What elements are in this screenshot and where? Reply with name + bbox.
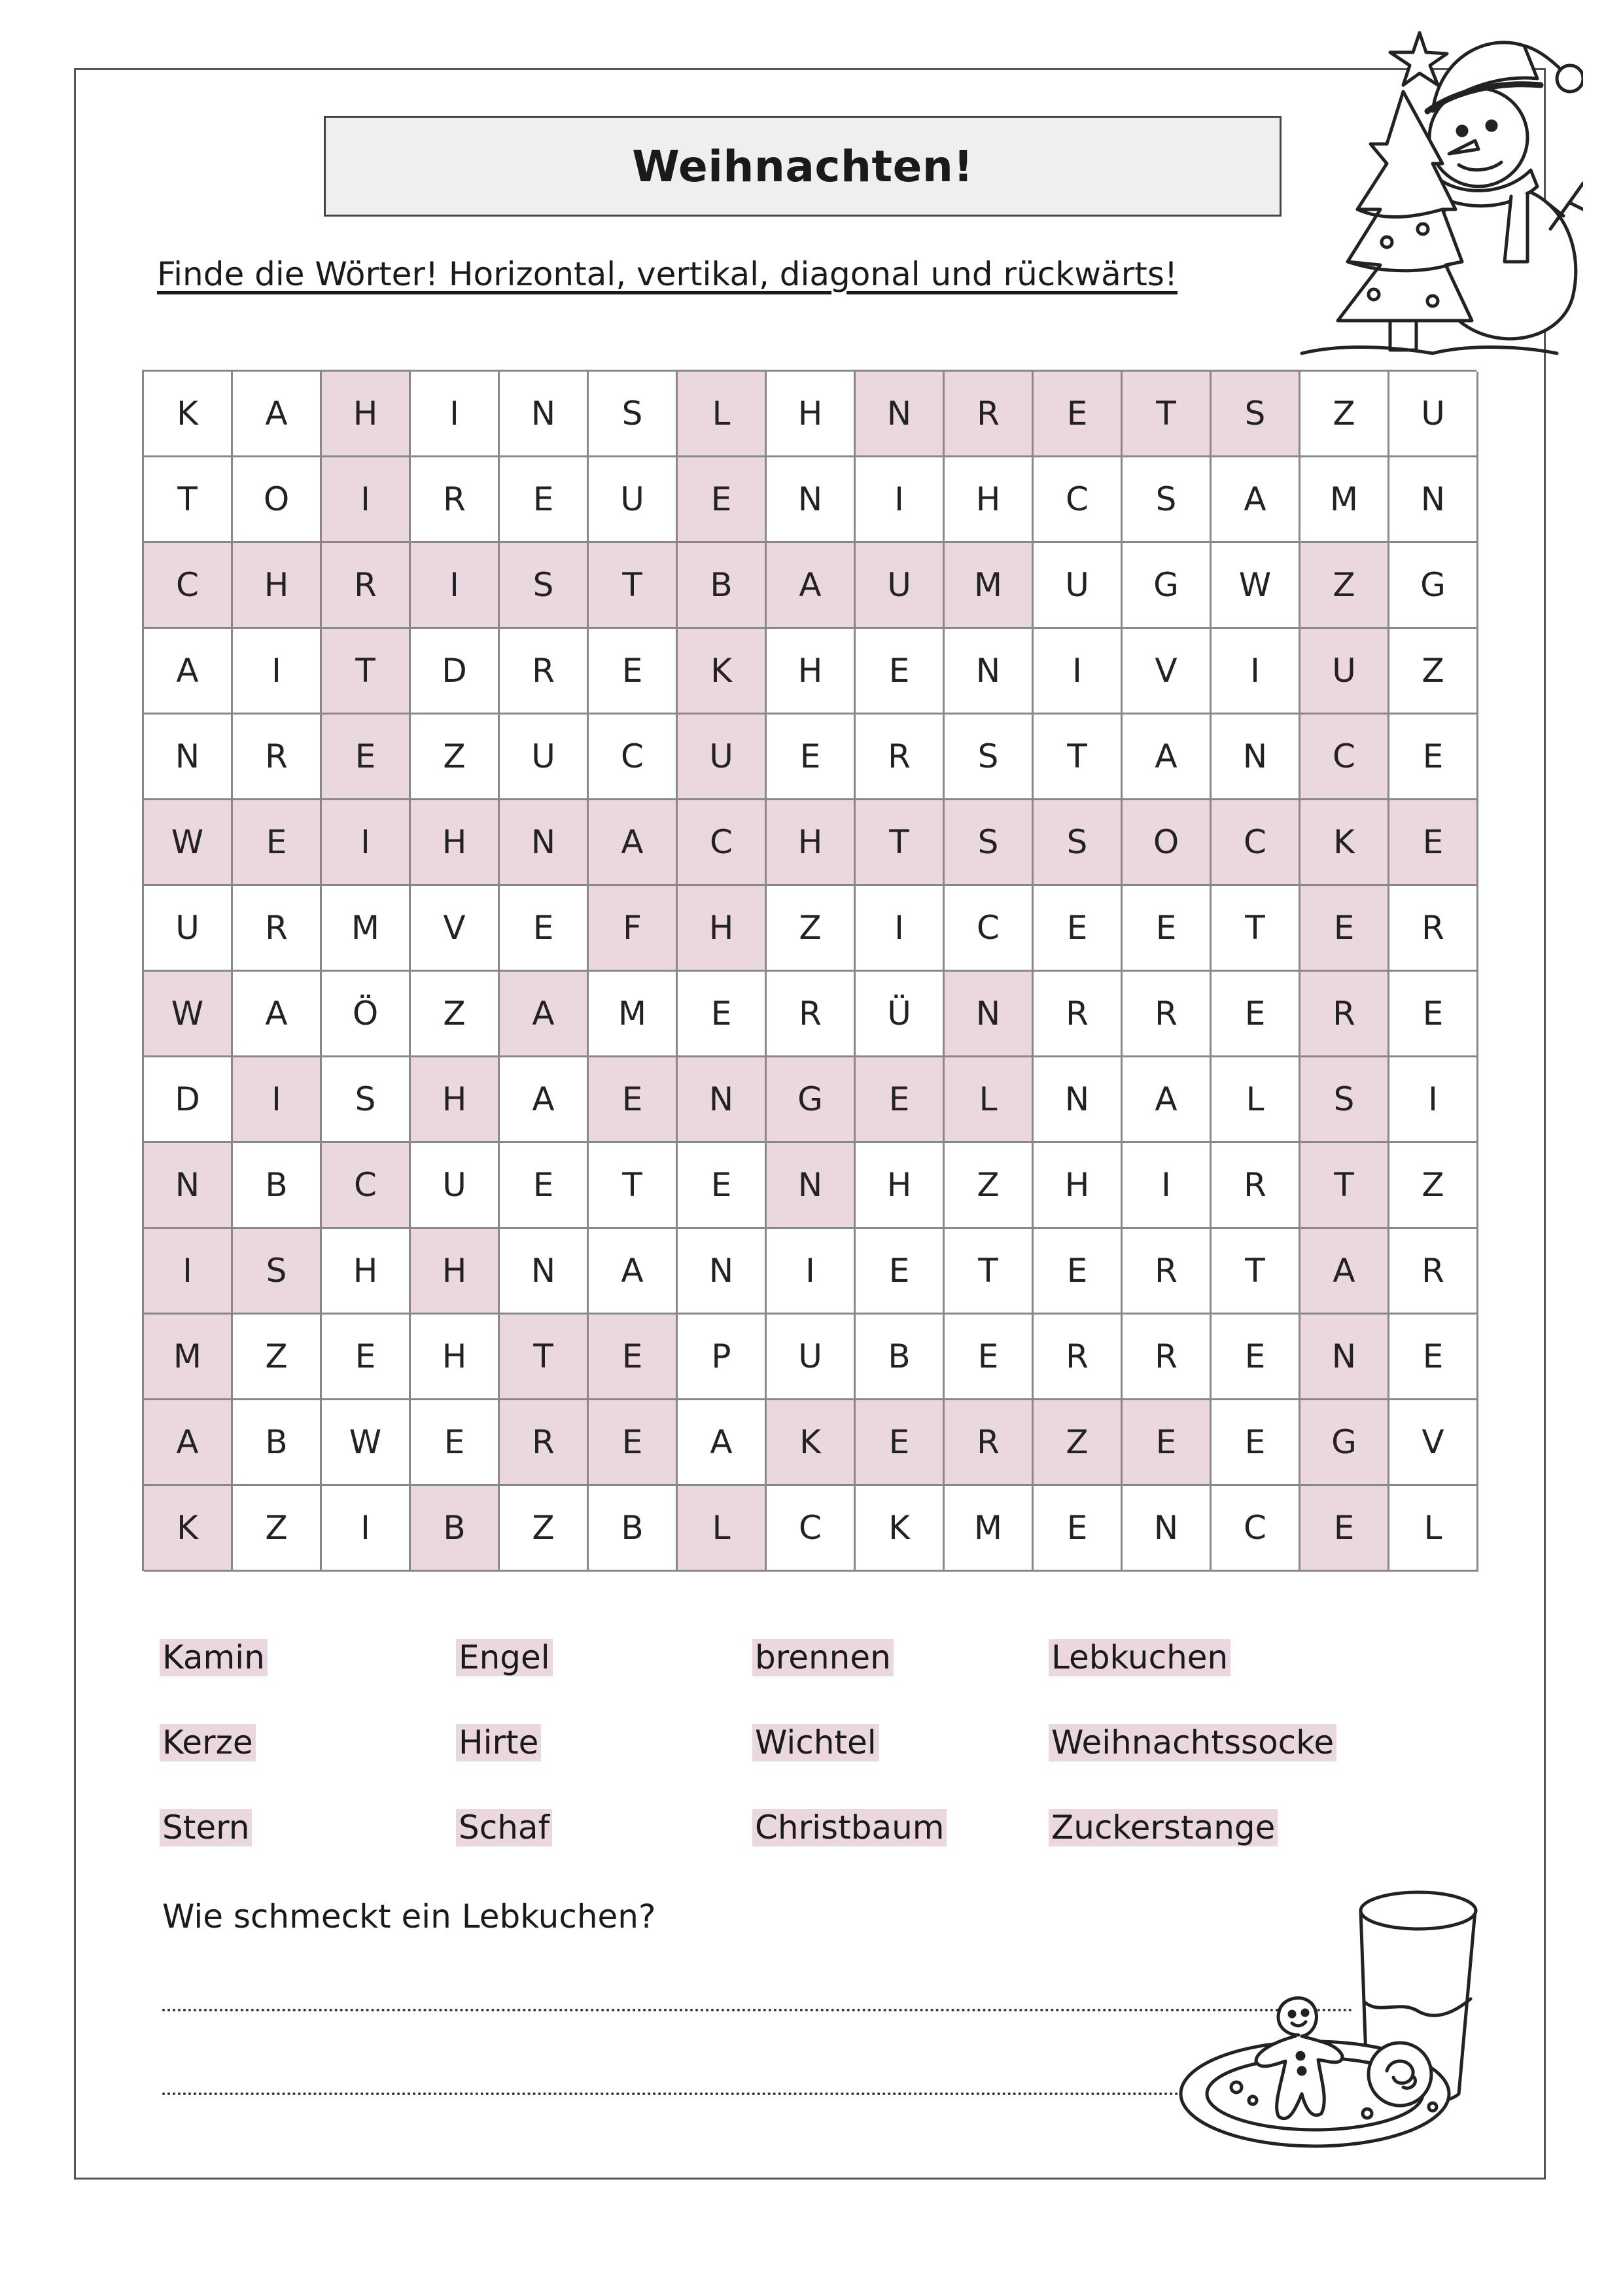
grid-cell[interactable]: D: [144, 1057, 233, 1143]
grid-cell[interactable]: B: [678, 543, 767, 629]
grid-cell[interactable]: N: [945, 629, 1034, 715]
word-list-item: Kerze: [160, 1724, 256, 1761]
grid-cell[interactable]: I: [233, 1057, 322, 1143]
grid-cell[interactable]: K: [856, 1486, 945, 1572]
grid-cell[interactable]: E: [1034, 886, 1123, 972]
grid-cell[interactable]: E: [1034, 1229, 1123, 1315]
grid-cell[interactable]: S: [322, 1057, 411, 1143]
grid-cell[interactable]: W: [1212, 543, 1300, 629]
grid-cell[interactable]: U: [500, 715, 589, 800]
grid-cell[interactable]: E: [1034, 1486, 1123, 1572]
grid-cell[interactable]: N: [1034, 1057, 1123, 1143]
grid-cell[interactable]: M: [589, 972, 678, 1057]
grid-cell[interactable]: B: [856, 1315, 945, 1400]
grid-cell[interactable]: S: [589, 372, 678, 457]
grid-cell[interactable]: U: [589, 457, 678, 543]
grid-cell[interactable]: E: [1123, 886, 1212, 972]
grid-cell[interactable]: S: [1034, 800, 1123, 886]
grid-cell[interactable]: L: [1389, 1486, 1478, 1572]
grid-cell[interactable]: U: [1034, 543, 1123, 629]
grid-cell[interactable]: C: [589, 715, 678, 800]
question-text: Wie schmeckt ein Lebkuchen?: [162, 1898, 656, 1935]
grid-cell[interactable]: H: [322, 1229, 411, 1315]
grid-cell[interactable]: H: [945, 457, 1034, 543]
grid-cell[interactable]: T: [1212, 1229, 1300, 1315]
grid-cell[interactable]: I: [1123, 1143, 1212, 1229]
grid-cell[interactable]: I: [322, 800, 411, 886]
grid-cell[interactable]: E: [1034, 372, 1123, 457]
grid-cell[interactable]: R: [856, 715, 945, 800]
word-list-item: Stern: [160, 1809, 252, 1846]
word-list-item: Kamin: [160, 1639, 268, 1676]
grid-cell[interactable]: A: [233, 972, 322, 1057]
grid-cell[interactable]: N: [500, 800, 589, 886]
grid-cell[interactable]: H: [856, 1143, 945, 1229]
grid-cell[interactable]: N: [1123, 1486, 1212, 1572]
grid-cell[interactable]: I: [1034, 629, 1123, 715]
grid-cell[interactable]: Z: [233, 1486, 322, 1572]
grid-cell[interactable]: Z: [945, 1143, 1034, 1229]
grid-cell[interactable]: H: [767, 372, 856, 457]
grid-cell[interactable]: I: [1212, 629, 1300, 715]
grid-cell[interactable]: E: [500, 886, 589, 972]
grid-cell[interactable]: N: [767, 1143, 856, 1229]
grid-cell[interactable]: M: [1300, 457, 1389, 543]
grid-cell[interactable]: L: [678, 372, 767, 457]
word-list-item: Zuckerstange: [1049, 1809, 1278, 1846]
grid-cell[interactable]: H: [767, 629, 856, 715]
grid-cell[interactable]: N: [1300, 1315, 1389, 1400]
grid-cell[interactable]: D: [411, 629, 500, 715]
grid-cell[interactable]: C: [1300, 715, 1389, 800]
grid-cell[interactable]: K: [767, 1400, 856, 1486]
grid-cell[interactable]: W: [322, 1400, 411, 1486]
word-list-item: Schaf: [456, 1809, 552, 1846]
grid-cell[interactable]: E: [589, 629, 678, 715]
grid-cell[interactable]: I: [233, 629, 322, 715]
grid-cell[interactable]: C: [1034, 457, 1123, 543]
grid-cell[interactable]: B: [233, 1143, 322, 1229]
grid-cell[interactable]: Z: [1300, 543, 1389, 629]
grid-cell[interactable]: N: [144, 715, 233, 800]
grid-cell[interactable]: N: [500, 1229, 589, 1315]
grid-cell[interactable]: R: [1034, 972, 1123, 1057]
grid-cell[interactable]: I: [322, 1486, 411, 1572]
grid-cell[interactable]: T: [322, 629, 411, 715]
word-list-item: Engel: [456, 1639, 553, 1676]
grid-cell[interactable]: H: [411, 1057, 500, 1143]
grid-cell[interactable]: W: [144, 972, 233, 1057]
grid-cell[interactable]: U: [411, 1143, 500, 1229]
grid-cell[interactable]: A: [500, 972, 589, 1057]
grid-cell[interactable]: A: [144, 1400, 233, 1486]
cookie-plate-icon: [1171, 1884, 1537, 2172]
grid-cell[interactable]: L: [1212, 1057, 1300, 1143]
grid-cell[interactable]: Z: [411, 715, 500, 800]
grid-cell[interactable]: N: [945, 972, 1034, 1057]
grid-cell[interactable]: S: [1300, 1057, 1389, 1143]
grid-cell[interactable]: G: [767, 1057, 856, 1143]
grid-cell[interactable]: C: [322, 1143, 411, 1229]
grid-cell[interactable]: O: [1123, 800, 1212, 886]
grid-cell[interactable]: R: [1034, 1315, 1123, 1400]
grid-cell[interactable]: B: [411, 1486, 500, 1572]
grid-cell[interactable]: B: [233, 1400, 322, 1486]
grid-cell[interactable]: E: [1212, 1315, 1300, 1400]
word-search-grid: [142, 370, 1476, 1571]
grid-cell[interactable]: T: [856, 800, 945, 886]
grid-cell[interactable]: E: [322, 1315, 411, 1400]
grid-cell[interactable]: I: [767, 1229, 856, 1315]
grid-cell[interactable]: E: [1123, 1400, 1212, 1486]
grid-cell[interactable]: R: [500, 629, 589, 715]
grid-cell[interactable]: V: [1123, 629, 1212, 715]
grid-cell[interactable]: T: [144, 457, 233, 543]
grid-cell[interactable]: N: [144, 1143, 233, 1229]
grid-cell[interactable]: K: [1300, 800, 1389, 886]
grid-cell[interactable]: E: [1212, 1400, 1300, 1486]
grid-cell[interactable]: A: [767, 543, 856, 629]
grid-cell[interactable]: E: [856, 629, 945, 715]
grid-cell[interactable]: I: [322, 457, 411, 543]
grid-cell[interactable]: L: [945, 1057, 1034, 1143]
grid-cell[interactable]: E: [233, 800, 322, 886]
grid-cell[interactable]: U: [678, 715, 767, 800]
grid-cell[interactable]: H: [767, 800, 856, 886]
grid-cell[interactable]: T: [589, 543, 678, 629]
grid-cell[interactable]: Z: [1389, 629, 1478, 715]
grid-cell[interactable]: G: [1300, 1400, 1389, 1486]
grid-cell[interactable]: I: [144, 1229, 233, 1315]
grid-cell[interactable]: E: [589, 1400, 678, 1486]
grid-cell[interactable]: H: [322, 372, 411, 457]
grid-cell[interactable]: C: [1212, 800, 1300, 886]
grid-cell[interactable]: E: [767, 715, 856, 800]
grid-cell[interactable]: E: [1389, 972, 1478, 1057]
grid-cell[interactable]: H: [411, 800, 500, 886]
page-title: Weihnachten!: [324, 116, 1282, 217]
grid-cell[interactable]: A: [1123, 715, 1212, 800]
grid-cell[interactable]: Ü: [856, 972, 945, 1057]
grid-cell[interactable]: I: [856, 457, 945, 543]
grid-cell[interactable]: C: [678, 800, 767, 886]
grid-cell[interactable]: C: [1212, 1486, 1300, 1572]
grid-cell[interactable]: N: [500, 372, 589, 457]
grid-cell[interactable]: U: [1300, 629, 1389, 715]
grid-cell[interactable]: W: [144, 800, 233, 886]
grid-cell[interactable]: Ö: [322, 972, 411, 1057]
grid-cell[interactable]: R: [945, 372, 1034, 457]
grid-cell[interactable]: F: [589, 886, 678, 972]
grid-cell[interactable]: A: [500, 1057, 589, 1143]
grid-cell[interactable]: A: [1212, 457, 1300, 543]
grid-cell[interactable]: R: [233, 715, 322, 800]
grid-cell[interactable]: E: [1300, 886, 1389, 972]
instruction-text: Finde die Wörter! Horizontal, vertikal, diagonal und rückwärts!: [157, 255, 1178, 293]
grid-cell[interactable]: E: [500, 457, 589, 543]
grid-cell[interactable]: Z: [767, 886, 856, 972]
grid-cell[interactable]: M: [945, 1486, 1034, 1572]
grid-cell[interactable]: S: [945, 715, 1034, 800]
grid-cell[interactable]: K: [144, 372, 233, 457]
word-list-item: Wichtel: [752, 1724, 879, 1761]
grid-cell[interactable]: R: [945, 1400, 1034, 1486]
grid-cell[interactable]: V: [1389, 1400, 1478, 1486]
grid-cell[interactable]: E: [945, 1315, 1034, 1400]
grid-cell[interactable]: I: [411, 543, 500, 629]
grid-cell[interactable]: R: [1389, 1229, 1478, 1315]
grid-cell[interactable]: Z: [1389, 1143, 1478, 1229]
grid-cell[interactable]: Z: [500, 1486, 589, 1572]
grid-cell[interactable]: T: [500, 1315, 589, 1400]
grid-cell[interactable]: A: [1300, 1229, 1389, 1315]
grid-cell[interactable]: L: [678, 1486, 767, 1572]
grid-cell[interactable]: H: [411, 1315, 500, 1400]
grid-cell[interactable]: I: [856, 886, 945, 972]
grid-cell[interactable]: U: [856, 543, 945, 629]
grid-cell[interactable]: E: [1389, 1315, 1478, 1400]
grid-cell[interactable]: U: [767, 1315, 856, 1400]
grid-cell[interactable]: C: [945, 886, 1034, 972]
grid-cell[interactable]: T: [1123, 372, 1212, 457]
grid-cell[interactable]: E: [678, 1143, 767, 1229]
grid-cell[interactable]: N: [678, 1229, 767, 1315]
grid-cell[interactable]: E: [1300, 1486, 1389, 1572]
word-list-item: Weihnachtssocke: [1049, 1724, 1336, 1761]
grid-cell[interactable]: N: [678, 1057, 767, 1143]
grid-cell[interactable]: E: [856, 1057, 945, 1143]
grid-cell[interactable]: A: [589, 800, 678, 886]
grid-cell[interactable]: R: [767, 972, 856, 1057]
grid-cell[interactable]: S: [1212, 372, 1300, 457]
grid-cell[interactable]: S: [233, 1229, 322, 1315]
grid-cell[interactable]: R: [322, 543, 411, 629]
grid-cell[interactable]: H: [678, 886, 767, 972]
grid-cell[interactable]: S: [945, 800, 1034, 886]
grid-cell[interactable]: R: [1123, 972, 1212, 1057]
grid-cell[interactable]: A: [678, 1400, 767, 1486]
grid-cell[interactable]: E: [856, 1400, 945, 1486]
grid-cell[interactable]: M: [945, 543, 1034, 629]
grid-cell[interactable]: N: [1212, 715, 1300, 800]
grid-cell[interactable]: E: [411, 1400, 500, 1486]
grid-cell[interactable]: Z: [411, 972, 500, 1057]
grid-cell[interactable]: N: [767, 457, 856, 543]
grid-cell[interactable]: B: [589, 1486, 678, 1572]
grid-cell[interactable]: K: [144, 1486, 233, 1572]
grid-cell[interactable]: N: [856, 372, 945, 457]
grid-cell[interactable]: H: [233, 543, 322, 629]
grid-cell[interactable]: E: [589, 1315, 678, 1400]
grid-cell[interactable]: C: [144, 543, 233, 629]
grid-cell[interactable]: G: [1123, 543, 1212, 629]
word-list-item: Lebkuchen: [1049, 1639, 1230, 1676]
word-list: [160, 1639, 1403, 1846]
grid-cell[interactable]: R: [233, 886, 322, 972]
grid-cell[interactable]: T: [945, 1229, 1034, 1315]
grid-cell[interactable]: R: [1300, 972, 1389, 1057]
word-list-item: Hirte: [456, 1724, 541, 1761]
grid-cell[interactable]: R: [1389, 886, 1478, 972]
grid-cell[interactable]: E: [1212, 972, 1300, 1057]
grid-cell[interactable]: K: [678, 629, 767, 715]
grid-cell[interactable]: E: [500, 1143, 589, 1229]
grid-cell[interactable]: R: [1123, 1315, 1212, 1400]
grid-cell[interactable]: I: [411, 372, 500, 457]
grid-cell[interactable]: U: [1389, 372, 1478, 457]
grid-cell[interactable]: R: [500, 1400, 589, 1486]
grid-cell[interactable]: Z: [1034, 1400, 1123, 1486]
grid-cell[interactable]: T: [1212, 886, 1300, 972]
grid-cell[interactable]: T: [1034, 715, 1123, 800]
word-list-item: Christbaum: [752, 1809, 947, 1846]
grid-cell[interactable]: M: [322, 886, 411, 972]
grid-cell[interactable]: C: [767, 1486, 856, 1572]
grid-cell[interactable]: O: [233, 457, 322, 543]
grid-cell[interactable]: N: [1389, 457, 1478, 543]
grid-cell[interactable]: A: [1123, 1057, 1212, 1143]
grid-cell[interactable]: E: [589, 1057, 678, 1143]
grid-cell[interactable]: E: [856, 1229, 945, 1315]
grid-cell[interactable]: S: [1123, 457, 1212, 543]
grid-cell[interactable]: P: [678, 1315, 767, 1400]
word-list-item: brennen: [752, 1639, 894, 1676]
grid-cell[interactable]: E: [678, 457, 767, 543]
grid-cell[interactable]: T: [589, 1143, 678, 1229]
grid-cell[interactable]: A: [144, 629, 233, 715]
grid-cell[interactable]: A: [233, 372, 322, 457]
grid-cell[interactable]: G: [1389, 543, 1478, 629]
grid-cell[interactable]: R: [1123, 1229, 1212, 1315]
grid-cell[interactable]: E: [322, 715, 411, 800]
grid-cell[interactable]: H: [411, 1229, 500, 1315]
answer-line[interactable]: [162, 2093, 1189, 2095]
grid-cell[interactable]: E: [1389, 715, 1478, 800]
grid-cell[interactable]: H: [1034, 1143, 1123, 1229]
grid-cell[interactable]: I: [1389, 1057, 1478, 1143]
grid-cell[interactable]: Z: [1300, 372, 1389, 457]
grid-cell[interactable]: E: [678, 972, 767, 1057]
snowman-icon: [1276, 13, 1583, 366]
grid-cell[interactable]: S: [500, 543, 589, 629]
grid-cell[interactable]: U: [144, 886, 233, 972]
grid-cell[interactable]: M: [144, 1315, 233, 1400]
grid-cell[interactable]: V: [411, 886, 500, 972]
grid-cell[interactable]: R: [1212, 1143, 1300, 1229]
grid-cell[interactable]: A: [589, 1229, 678, 1315]
grid-cell[interactable]: R: [411, 457, 500, 543]
grid-cell[interactable]: T: [1300, 1143, 1389, 1229]
grid-cell[interactable]: Z: [233, 1315, 322, 1400]
grid-cell[interactable]: E: [1389, 800, 1478, 886]
